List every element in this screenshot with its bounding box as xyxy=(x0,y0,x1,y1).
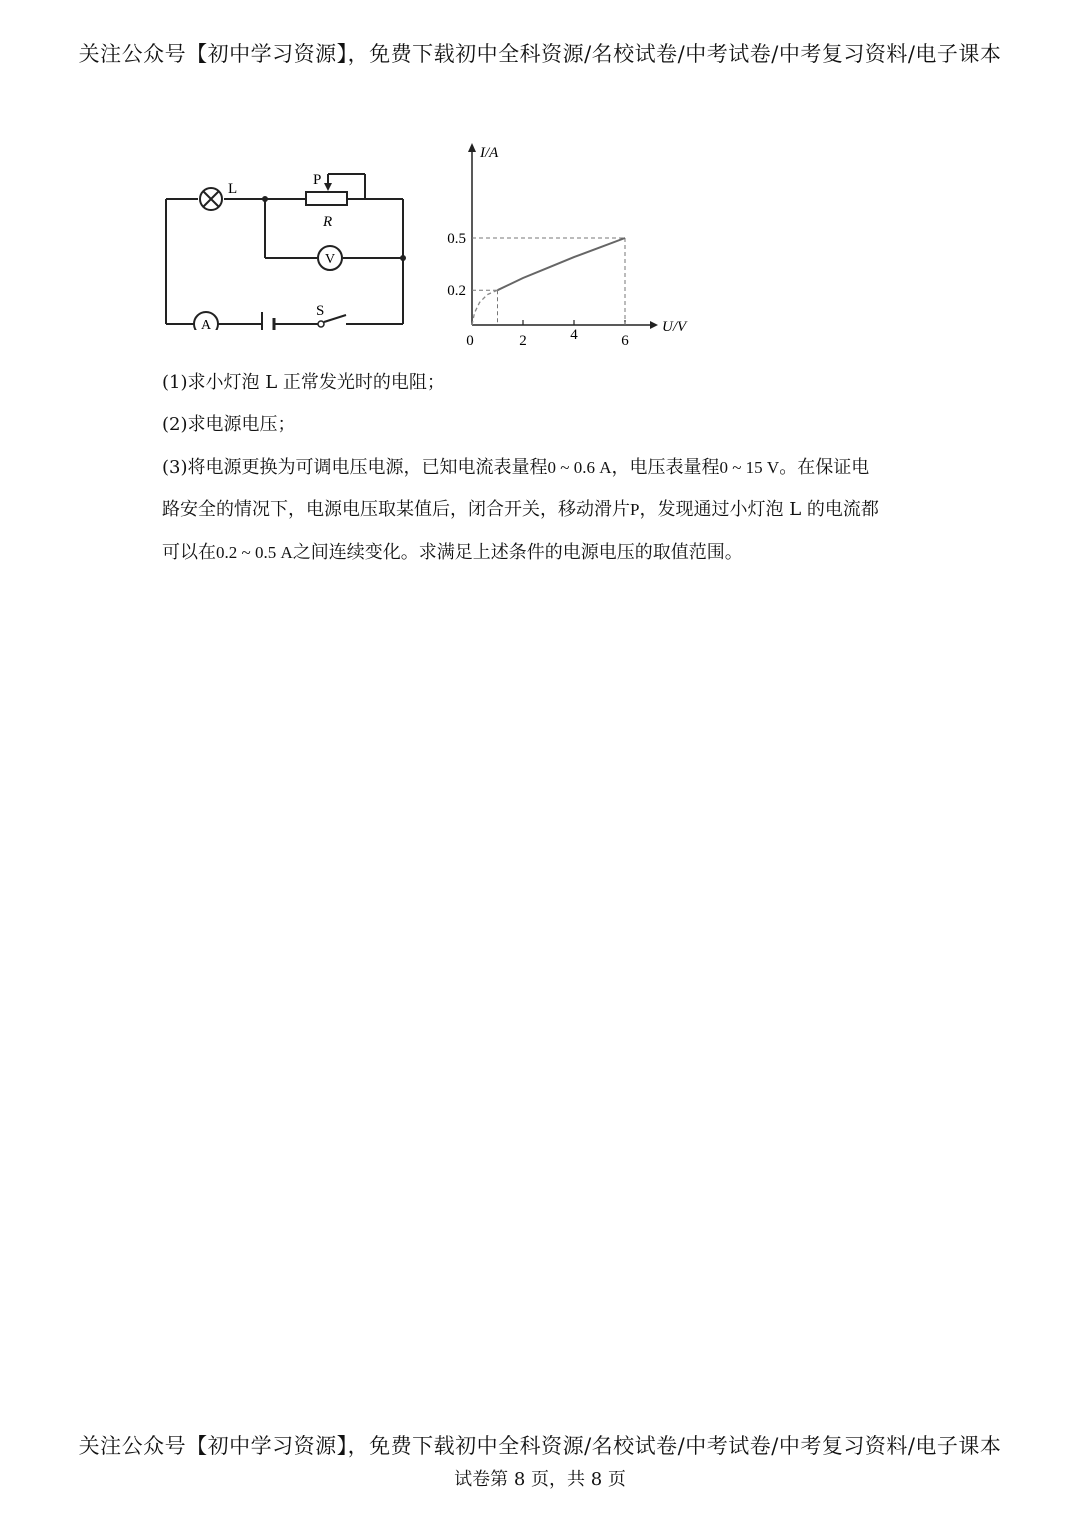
battery-symbol xyxy=(262,312,274,330)
q3-text: ，发现通过小灯泡 L 的电流都 xyxy=(639,499,879,520)
q3-text: 。在保证电 xyxy=(779,457,870,478)
voltmeter-range: 0 ~ 15 V xyxy=(719,458,780,477)
q3-text: 可以在 xyxy=(162,542,216,563)
question-1: (1)求小灯泡 L 正常发光时的电阻； xyxy=(162,372,445,393)
lamp-label: L xyxy=(228,181,238,197)
x-tick-label: 2 xyxy=(519,333,527,349)
figures xyxy=(150,135,710,355)
rheostat-symbol xyxy=(306,192,347,205)
x-tick-label: 6 xyxy=(621,333,629,349)
q3-text: ，电压表量程 xyxy=(611,457,720,478)
y-axis-label: I/A xyxy=(480,145,499,161)
q3-text: (3)将电源更换为可调电压电源，已知电流表量程 xyxy=(162,457,548,478)
rheostat-label: R xyxy=(323,214,333,230)
voltmeter-label: V xyxy=(324,252,336,267)
bottom-banner: 关注公众号【初中学习资源】，免费下载初中全科资源/名校试卷/中考试卷/中考复习资料/电子课本 xyxy=(78,1434,1002,1458)
question-2: (2)求电源电压； xyxy=(162,414,296,435)
origin-label: 0 xyxy=(466,333,474,349)
y-tick-label: 0.5 xyxy=(447,231,466,247)
y-tick-label: 0.2 xyxy=(447,283,466,300)
slider-arrow-icon xyxy=(324,183,332,191)
lamp-symbol xyxy=(200,188,222,210)
ammeter-range: 0 ~ 0.6 A xyxy=(547,458,612,477)
current-range: 0.2 ~ 0.5 A xyxy=(216,543,293,562)
slider-label: P xyxy=(313,172,322,188)
q3-text: 之间连续变化。求满足上述条件的电源电压的取值范围。 xyxy=(292,542,743,563)
slider-symbol: P xyxy=(630,500,640,519)
iu-graph xyxy=(440,135,700,355)
ammeter-label: A xyxy=(200,318,212,330)
y-axis-arrow-icon xyxy=(468,143,476,152)
switch-label: S xyxy=(316,303,325,319)
iu-curve-solid xyxy=(498,238,626,290)
question-3-line-1 xyxy=(162,453,869,479)
question-3-line-2 xyxy=(162,495,879,521)
top-banner: 关注公众号【初中学习资源】，免费下载初中全科资源/名校试卷/中考试卷/中考复习资料/电子课本 xyxy=(78,42,1002,66)
x-axis-label: U/V xyxy=(662,319,687,335)
x-axis-arrow-icon xyxy=(650,321,658,329)
iu-curve-dashed xyxy=(472,290,498,325)
x-tick-label: 4 xyxy=(570,327,578,343)
q3-text: 路安全的情况下，电源电压取某值后，闭合开关，移动滑片 xyxy=(162,499,630,520)
page-footer: 试卷第 8 页，共 8 页 xyxy=(454,1469,626,1490)
circuit-diagram xyxy=(150,170,420,330)
question-3-line-3 xyxy=(162,538,743,564)
